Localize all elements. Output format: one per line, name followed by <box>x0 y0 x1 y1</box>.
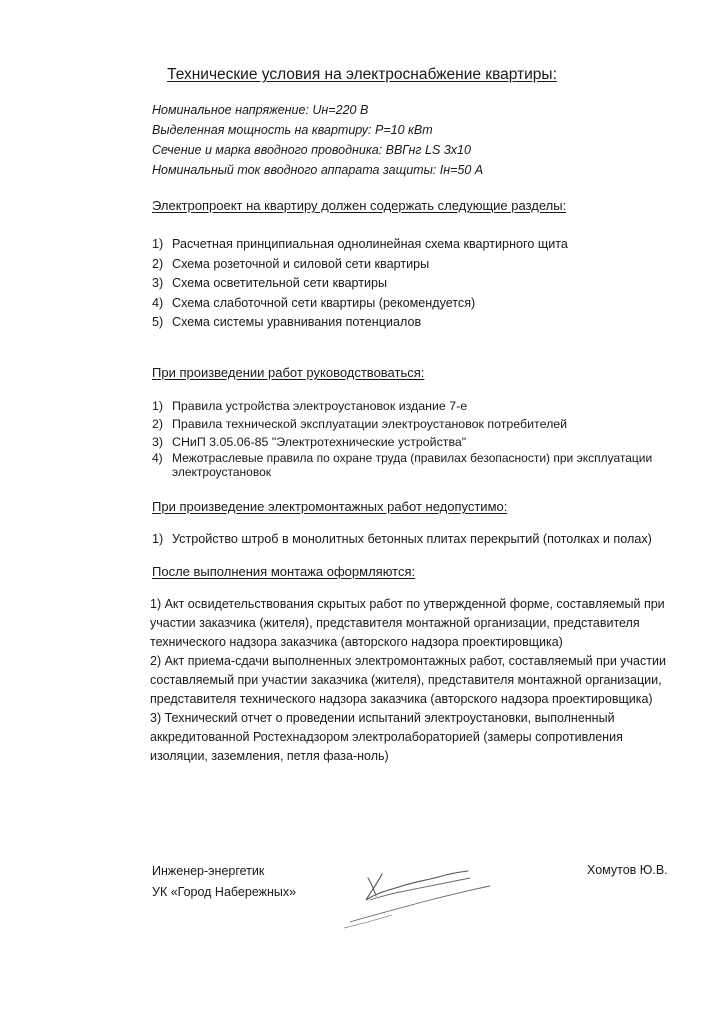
signer-organization: УК «Город Набережных» <box>152 885 297 899</box>
signer-name: Хомутов Ю.В. <box>587 863 668 877</box>
list-item: 3) СНиП 3.05.06-85 "Электротехнические устройства" <box>152 435 467 449</box>
section-heading-rules: При произведении работ руководствоваться: <box>152 365 425 380</box>
technical-parameters <box>152 100 483 180</box>
after-documents <box>150 595 680 766</box>
document-item: 2) Акт приема-сдачи выполненных электромонтажных работ, составляемый при участии составляемый при участии заказчика (жителя), представителя монтажной организации, представителя технического надзора заказчика (авторского надзора проектировщика) <box>150 654 666 706</box>
signer-block <box>152 861 296 903</box>
list-item: 1) Устройство штроб в монолитных бетонных плитах перекрытий (потолках и полах) <box>152 532 652 546</box>
section-heading-project: Электропроект на квартиру должен содержать следующие разделы: <box>152 198 567 213</box>
list-item: 1) Правила устройства электроустановок издание 7-е <box>152 399 468 413</box>
signature-icon <box>330 860 510 935</box>
list-item: 3) Схема осветительной сети квартиры <box>152 276 388 290</box>
section-heading-after: После выполнения монтажа оформляются: <box>152 564 416 579</box>
list-item: 4) Схема слаботочной сети квартиры (рекомендуется) <box>152 295 476 310</box>
param-power: Выделенная мощность на квартиру: P=10 кВт <box>152 123 433 137</box>
param-voltage: Номинальное напряжение: Uн=220 В <box>152 103 369 117</box>
list-item: 5) Схема системы уравнивания потенциалов <box>152 315 422 329</box>
forbidden-list <box>152 530 652 550</box>
signer-position: Инженер-энергетик <box>152 864 265 878</box>
list-item: 4) Межотраслевые правила по охране труда (правилах безопасности) при эксплуатации электроустановок <box>152 451 653 479</box>
page-title: Технические условия на электроснабжение квартиры: <box>167 66 557 83</box>
list-item: 1) Расчетная принципиальная однолинейная схема квартирного щита <box>152 237 568 251</box>
project-sections-list <box>152 235 568 333</box>
list-item: 2) Схема розеточной и силовой сети квартиры <box>152 256 430 271</box>
section-heading-forbidden: При произведение электромонтажных работ недопустимо: <box>152 499 508 514</box>
param-cable: Сечение и марка вводного проводника: ВВГнг LS 3x10 <box>152 143 471 157</box>
param-current: Номинальный ток вводного аппарата защиты: Iн=50 А <box>152 163 484 177</box>
rules-list <box>152 397 672 479</box>
document-item: 3) Технический отчет о проведении испытаний электроустановки, выполненный аккредитованной Ростехнадзором электролабораторией (замеры сопротивления изоляции, заземления, петля фаза-ноль) <box>150 711 623 763</box>
list-item: 2) Правила технической эксплуатации электроустановок потребителей <box>152 417 568 431</box>
document-item: 1) Акт освидетельствования скрытых работ по утвержденной форме, составляемый при участии заказчика (жителя), представителя монтажной организации, представителя технического надзора заказчика (авторского надзора проектировщика) <box>150 597 665 649</box>
